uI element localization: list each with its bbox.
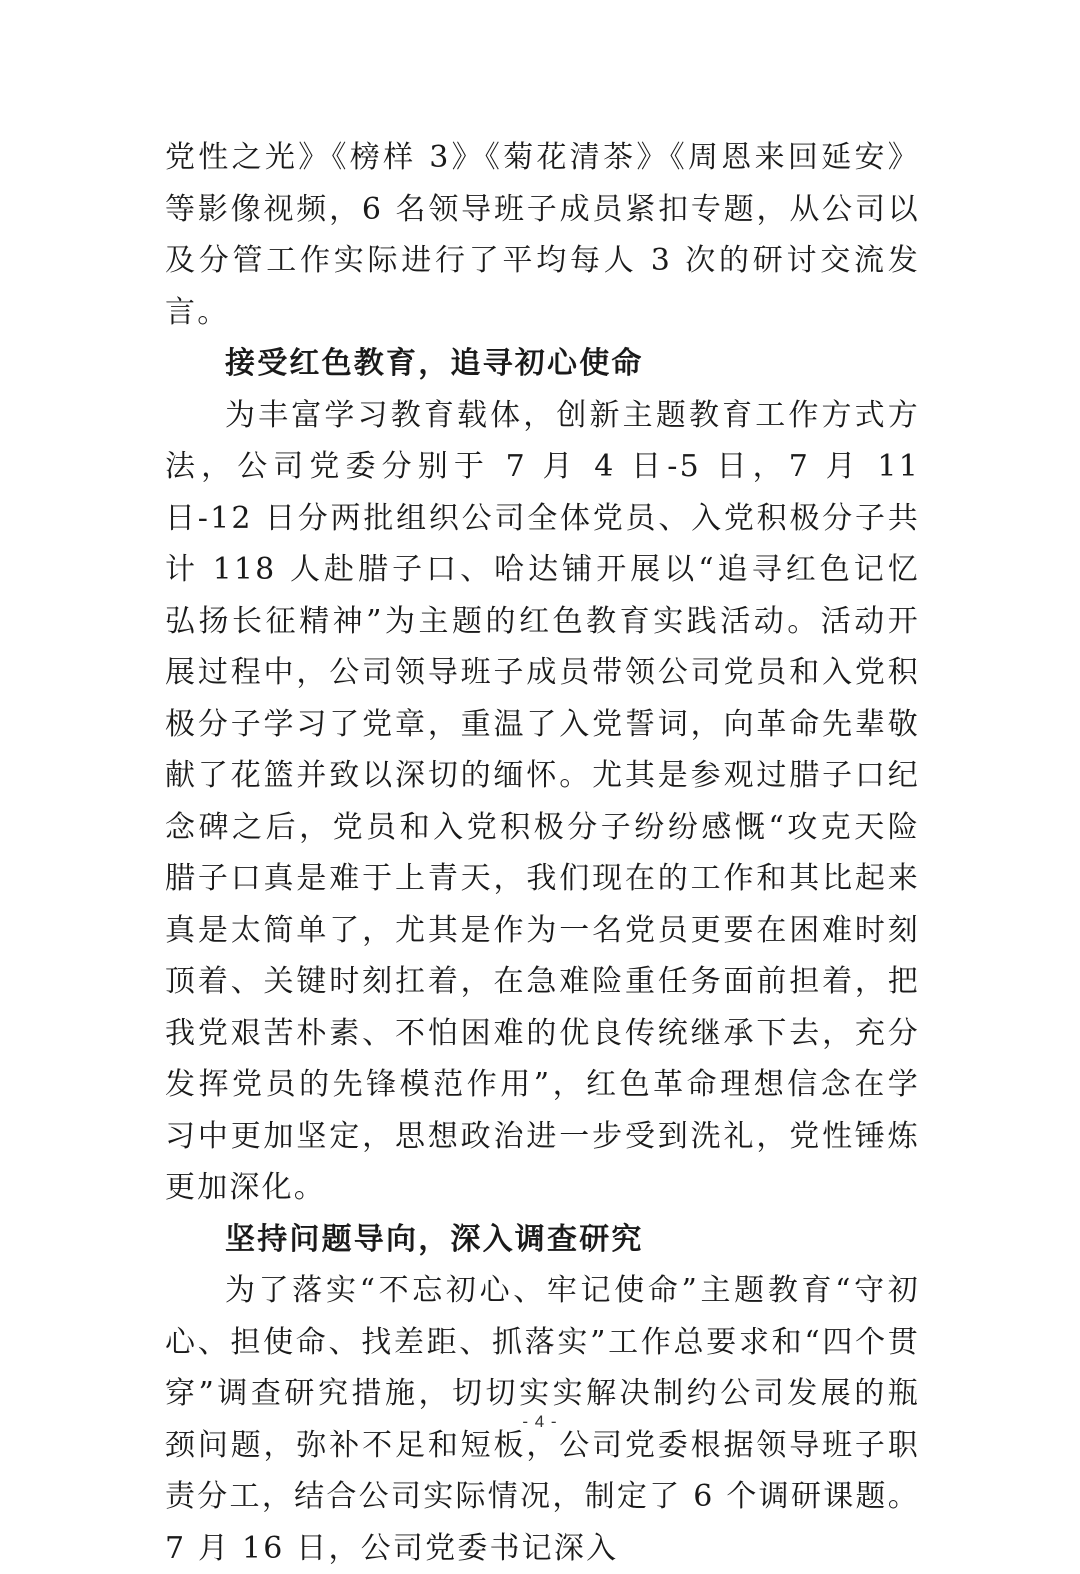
paragraph-continuation: 党性之光》《榜样 3》《菊花清茶》《周恩来回延安》等影像视频，6 名领导班子成员紧扣专题，从公司以及分管工作实际进行了平均每人 3 次的研讨交流发言。: [165, 140, 920, 330]
section-heading-red-education: 接受红色教育，追寻初心使命: [225, 346, 644, 381]
section-heading-research: 坚持问题导向，深入调查研究: [225, 1221, 644, 1257]
paragraph-red-education: 为丰富学习教育载体，创新主题教育工作方式方法，公司党委分别于 7 月 4 日-5 日，7 月 11 日-12 日分两批组织公司全体党员、入党积极分子共计 118 人赴腊子口、哈达铺开展以“追寻红色记忆 弘扬长征精神”为主题的红色教育实践活动。活动开展过程中，公司领导班子成员带领公司党员和入党积极分子学习了党章，重温了入党誓词，向革命先辈敬献了花篮并致以深切的缅怀。尤其是参观过腊子口纪念碑之后，党员和入党积极分子纷纷感慨“攻克天险腊子口真是难于上青天，我们现在的工作和其比起来真是太简单了，尤其是作为一名党员更要在困难时刻顶着、关键时刻扛着，在急难险重任务面前担着，把我党艰苦朴素、不怕困难的优良传统继承下去，充分发挥党员的先锋模范作用”，红色革命理想信念在学习中更加坚定，思想政治进一步受到洗礼，党性锤炼更加深化。: [165, 397, 920, 1205]
page-number: - 4 -: [522, 1412, 558, 1431]
document-page: [165, 132, 920, 1574]
paragraph-research: 为了落实“不忘初心、牢记使命”主题教育“守初心、担使命、找差距、抓落实”工作总要求和“四个贯穿”调查研究措施，切切实实解决制约公司发展的瓶颈问题，弥补不足和短板，公司党委根据领导班子职责分工，结合公司实际情况，制定了 6 个调研课题。7 月 16 日，公司党委书记深入: [165, 1273, 920, 1566]
